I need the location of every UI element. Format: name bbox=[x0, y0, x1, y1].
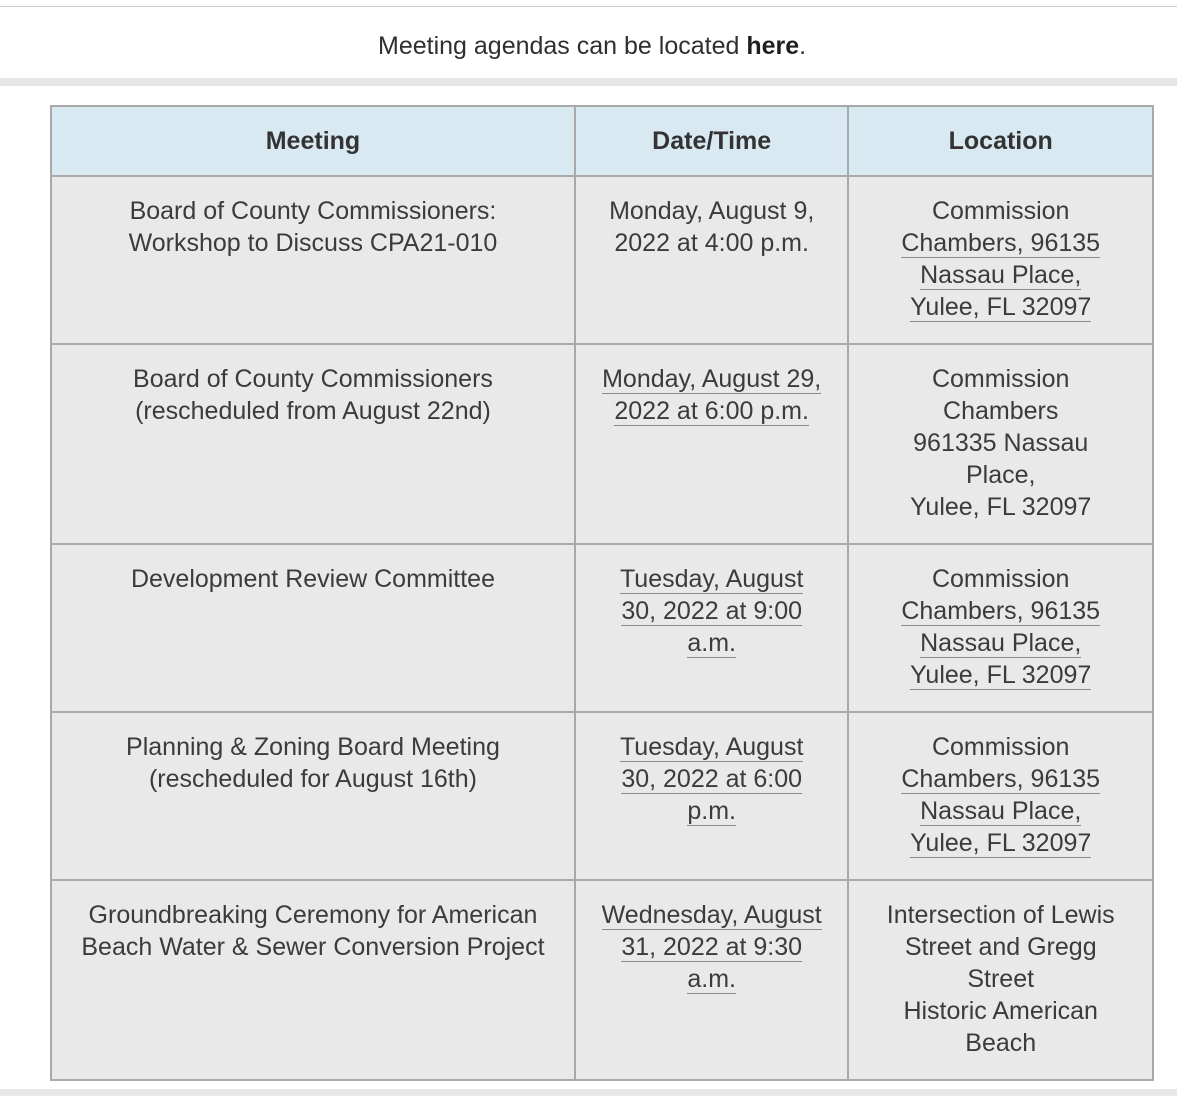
location-line: Commission bbox=[931, 733, 1070, 761]
location-line: Place, bbox=[965, 461, 1036, 489]
date-cell bbox=[575, 880, 848, 1080]
date-cell bbox=[575, 176, 848, 344]
agenda-notice-suffix: . bbox=[799, 32, 807, 60]
date-line: Monday, August 9, bbox=[609, 197, 815, 225]
meeting-cell bbox=[51, 880, 575, 1080]
meeting-cell bbox=[51, 712, 575, 880]
date-link[interactable]: a.m. bbox=[687, 965, 736, 993]
date-link[interactable]: Wednesday, August bbox=[601, 901, 822, 929]
location-cell bbox=[848, 544, 1153, 712]
location-link[interactable]: Chambers, 96135 bbox=[901, 765, 1101, 793]
meeting-name-line: Groundbreaking Ceremony for American bbox=[88, 901, 538, 929]
location-line: Street bbox=[967, 965, 1035, 993]
location-line: Historic American bbox=[903, 997, 1098, 1025]
location-link[interactable]: Yulee, FL 32097 bbox=[910, 661, 1092, 689]
meeting-name-line: Development Review Committee bbox=[130, 565, 495, 593]
date-link[interactable]: Tuesday, August bbox=[619, 733, 804, 761]
location-line: Beach bbox=[965, 1029, 1037, 1057]
location-link[interactable]: Nassau Place, bbox=[920, 261, 1082, 289]
date-link[interactable]: p.m. bbox=[687, 797, 736, 825]
meeting-name-line: Beach Water & Sewer Conversion Project bbox=[81, 933, 545, 961]
table-row bbox=[51, 176, 1153, 344]
meeting-cell bbox=[51, 176, 575, 344]
header-meeting: Meeting bbox=[51, 106, 575, 176]
location-line: 961335 Nassau bbox=[913, 429, 1089, 457]
location-link[interactable]: Yulee, FL 32097 bbox=[910, 829, 1092, 857]
page-bottom bbox=[0, 1096, 1177, 1119]
location-line: Commission bbox=[931, 197, 1070, 225]
table-row bbox=[51, 712, 1153, 880]
header-date-time: Date/Time bbox=[575, 106, 848, 176]
location-line: Intersection of Lewis bbox=[886, 901, 1115, 929]
meeting-name-line: Board of County Commissioners: bbox=[129, 197, 497, 225]
location-cell bbox=[848, 176, 1153, 344]
meeting-cell bbox=[51, 344, 575, 544]
location-line: Yulee, FL 32097 bbox=[910, 493, 1092, 521]
location-cell bbox=[848, 712, 1153, 880]
date-link[interactable]: 30, 2022 at 9:00 bbox=[621, 597, 803, 625]
location-link[interactable]: Yulee, FL 32097 bbox=[910, 293, 1092, 321]
meetings-table bbox=[50, 105, 1154, 1081]
agenda-here-link[interactable]: here bbox=[746, 32, 800, 60]
meeting-name-line: (rescheduled from August 22nd) bbox=[135, 397, 491, 425]
date-line: 2022 at 4:00 p.m. bbox=[614, 229, 809, 257]
meeting-cell bbox=[51, 544, 575, 712]
header-location: Location bbox=[848, 106, 1153, 176]
table-row bbox=[51, 880, 1153, 1080]
meeting-name-line: Planning & Zoning Board Meeting bbox=[126, 733, 500, 761]
location-line: Commission bbox=[931, 365, 1070, 393]
meeting-name-line: Board of County Commissioners bbox=[133, 365, 493, 393]
location-link[interactable]: Chambers, 96135 bbox=[901, 229, 1101, 257]
location-link[interactable]: Nassau Place, bbox=[920, 629, 1082, 657]
table-header-row bbox=[51, 106, 1153, 176]
agenda-notice-text: Meeting agendas can be located bbox=[378, 32, 747, 60]
date-link[interactable]: Tuesday, August bbox=[619, 565, 804, 593]
meeting-name-line: Workshop to Discuss CPA21-010 bbox=[128, 229, 498, 257]
location-cell bbox=[848, 880, 1153, 1080]
date-link[interactable]: 31, 2022 at 9:30 bbox=[621, 933, 803, 961]
date-cell bbox=[575, 544, 848, 712]
location-link[interactable]: Chambers, 96135 bbox=[901, 597, 1101, 625]
date-link[interactable]: Monday, August 29, bbox=[602, 365, 822, 393]
table-row bbox=[51, 544, 1153, 712]
location-line: Chambers bbox=[943, 397, 1059, 425]
date-link[interactable]: a.m. bbox=[687, 629, 736, 657]
table-row bbox=[51, 344, 1153, 544]
meeting-name-line: (rescheduled for August 16th) bbox=[148, 765, 477, 793]
top-divider bbox=[0, 6, 1177, 7]
date-link[interactable]: 2022 at 6:00 p.m. bbox=[614, 397, 809, 425]
date-cell bbox=[575, 712, 848, 880]
location-line: Street and Gregg bbox=[904, 933, 1097, 961]
location-link[interactable]: Nassau Place, bbox=[920, 797, 1082, 825]
date-cell bbox=[575, 344, 848, 544]
section-divider bbox=[0, 78, 1177, 86]
date-link[interactable]: 30, 2022 at 6:00 bbox=[621, 765, 803, 793]
location-cell bbox=[848, 344, 1153, 544]
location-line: Commission bbox=[931, 565, 1070, 593]
